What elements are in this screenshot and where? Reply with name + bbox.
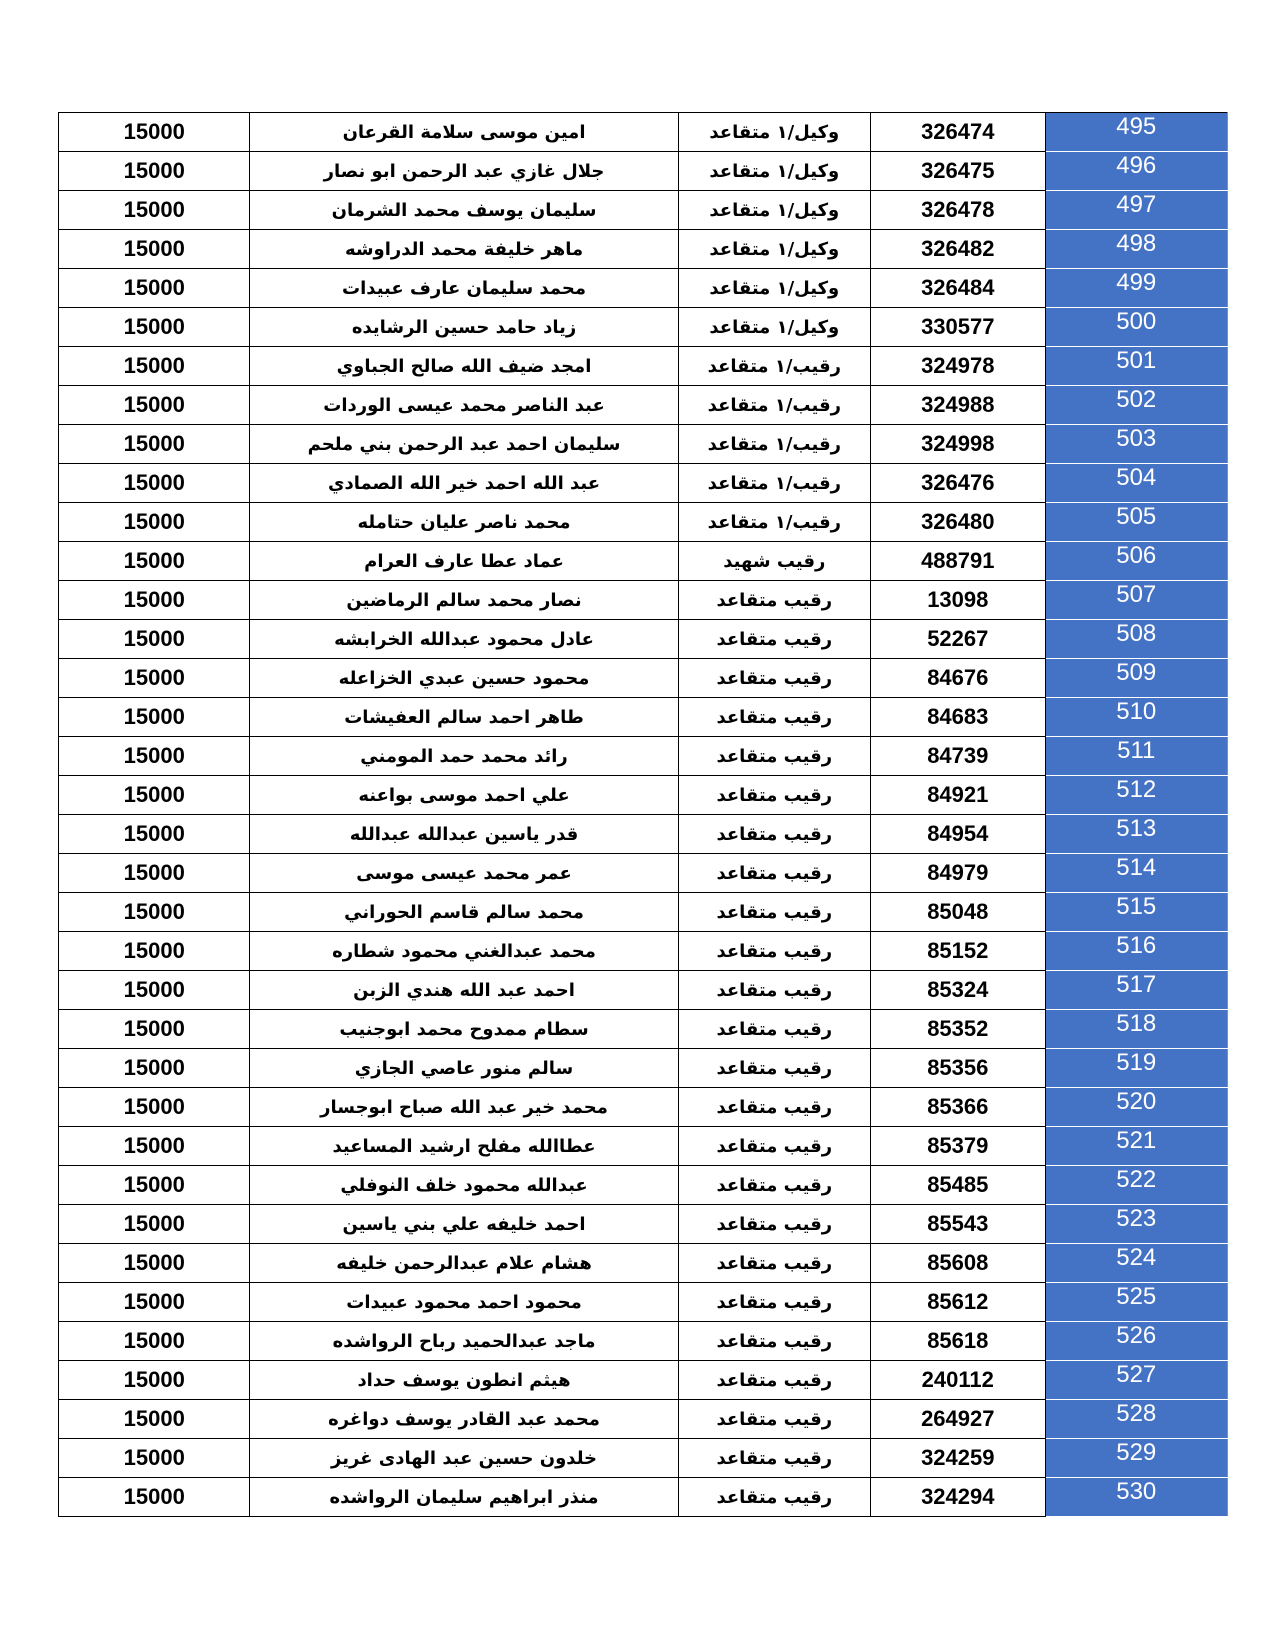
rank-cell: رقيب متقاعد: [678, 698, 870, 737]
rank-cell: رقيب متقاعد: [678, 854, 870, 893]
rank-cell: رقيب/١ متقاعد: [678, 464, 870, 503]
rank-cell: رقيب متقاعد: [678, 776, 870, 815]
amount-cell: 15000: [59, 854, 250, 893]
amount-cell: 15000: [59, 893, 250, 932]
amount-cell: 15000: [59, 269, 250, 308]
name-cell: محمد سليمان عارف عبيدات: [250, 269, 678, 308]
rank-cell: رقيب متقاعد: [678, 1010, 870, 1049]
table-row: [59, 464, 1228, 503]
id-number-cell: 264927: [871, 1400, 1045, 1439]
amount-cell: 15000: [59, 815, 250, 854]
id-number-cell: 85618: [871, 1322, 1045, 1361]
table-row: [59, 737, 1228, 776]
table-row: [59, 1010, 1228, 1049]
rank-cell: وكيل/١ متقاعد: [678, 230, 870, 269]
rank-cell: رقيب متقاعد: [678, 581, 870, 620]
table-row: [59, 659, 1228, 698]
name-cell: عادل محمود عبدالله الخرابشه: [250, 620, 678, 659]
id-number-cell: 326480: [871, 503, 1045, 542]
amount-cell: 15000: [59, 152, 250, 191]
rank-cell: رقيب متقاعد: [678, 893, 870, 932]
table-row: [59, 152, 1228, 191]
name-cell: نصار محمد سالم الرماضين: [250, 581, 678, 620]
id-number-cell: 326476: [871, 464, 1045, 503]
table-row: [59, 1205, 1228, 1244]
sequence-number-cell: 516: [1045, 932, 1228, 971]
sequence-number-cell: 500: [1045, 308, 1228, 347]
table-row: [59, 620, 1228, 659]
sequence-number-cell: 503: [1045, 425, 1228, 464]
sequence-number-cell: 509: [1045, 659, 1228, 698]
table-row: [59, 269, 1228, 308]
name-cell: احمد عبد الله هندي الزبن: [250, 971, 678, 1010]
table-row: [59, 776, 1228, 815]
sequence-number-cell: 502: [1045, 386, 1228, 425]
id-number-cell: 326478: [871, 191, 1045, 230]
name-cell: ماجد عبدالحميد رباح الرواشده: [250, 1322, 678, 1361]
id-number-cell: 324294: [871, 1478, 1045, 1517]
name-cell: عمر محمد عيسى موسى: [250, 854, 678, 893]
table-row: [59, 503, 1228, 542]
sequence-number-cell: 504: [1045, 464, 1228, 503]
table-row: [59, 425, 1228, 464]
id-number-cell: 85356: [871, 1049, 1045, 1088]
id-number-cell: 324998: [871, 425, 1045, 464]
name-cell: عبد الناصر محمد عيسى الوردات: [250, 386, 678, 425]
amount-cell: 15000: [59, 698, 250, 737]
rank-cell: رقيب متقاعد: [678, 1088, 870, 1127]
amount-cell: 15000: [59, 1244, 250, 1283]
rank-cell: رقيب متقاعد: [678, 1166, 870, 1205]
sequence-number-cell: 519: [1045, 1049, 1228, 1088]
rank-cell: رقيب متقاعد: [678, 932, 870, 971]
name-cell: محمود احمد محمود عبيدات: [250, 1283, 678, 1322]
name-cell: امجد ضيف الله صالح الجباوي: [250, 347, 678, 386]
id-number-cell: 326475: [871, 152, 1045, 191]
id-number-cell: 85352: [871, 1010, 1045, 1049]
sequence-number-cell: 499: [1045, 269, 1228, 308]
amount-cell: 15000: [59, 776, 250, 815]
table-row: [59, 581, 1228, 620]
name-cell: احمد خليفه علي بني ياسين: [250, 1205, 678, 1244]
name-cell: عطاالله مفلح ارشيد المساعيد: [250, 1127, 678, 1166]
table-row: [59, 1088, 1228, 1127]
table-row: [59, 386, 1228, 425]
sequence-number-cell: 506: [1045, 542, 1228, 581]
amount-cell: 15000: [59, 425, 250, 464]
amount-cell: 15000: [59, 191, 250, 230]
table-row: [59, 1049, 1228, 1088]
name-cell: هيثم انطون يوسف حداد: [250, 1361, 678, 1400]
name-cell: قدر ياسين عبدالله عبدالله: [250, 815, 678, 854]
sequence-number-cell: 528: [1045, 1400, 1228, 1439]
name-cell: خلدون حسين عبد الهادى غريز: [250, 1439, 678, 1478]
sequence-number-cell: 495: [1045, 113, 1228, 152]
amount-cell: 15000: [59, 1283, 250, 1322]
table-row: [59, 347, 1228, 386]
sequence-number-cell: 522: [1045, 1166, 1228, 1205]
id-number-cell: 85048: [871, 893, 1045, 932]
amount-cell: 15000: [59, 386, 250, 425]
records-table-body: [59, 113, 1228, 1517]
table-row: [59, 854, 1228, 893]
table-row: [59, 1283, 1228, 1322]
name-cell: منذر ابراهيم سليمان الرواشده: [250, 1478, 678, 1517]
amount-cell: 15000: [59, 230, 250, 269]
rank-cell: رقيب متقاعد: [678, 620, 870, 659]
rank-cell: رقيب متقاعد: [678, 1127, 870, 1166]
sequence-number-cell: 523: [1045, 1205, 1228, 1244]
amount-cell: 15000: [59, 1166, 250, 1205]
table-row: [59, 698, 1228, 737]
name-cell: سطام ممدوح محمد ابوجنيب: [250, 1010, 678, 1049]
name-cell: سليمان احمد عبد الرحمن بني ملحم: [250, 425, 678, 464]
amount-cell: 15000: [59, 503, 250, 542]
sequence-number-cell: 508: [1045, 620, 1228, 659]
rank-cell: رقيب متقاعد: [678, 1361, 870, 1400]
amount-cell: 15000: [59, 542, 250, 581]
id-number-cell: 324259: [871, 1439, 1045, 1478]
id-number-cell: 85612: [871, 1283, 1045, 1322]
rank-cell: رقيب/١ متقاعد: [678, 386, 870, 425]
table-row: [59, 1127, 1228, 1166]
table-row: [59, 932, 1228, 971]
name-cell: سالم منور عاصي الجازي: [250, 1049, 678, 1088]
amount-cell: 15000: [59, 737, 250, 776]
name-cell: علي احمد موسى بواعنه: [250, 776, 678, 815]
rank-cell: رقيب متقاعد: [678, 737, 870, 776]
amount-cell: 15000: [59, 113, 250, 152]
id-number-cell: 84739: [871, 737, 1045, 776]
rank-cell: رقيب متقاعد: [678, 659, 870, 698]
name-cell: محمد سالم قاسم الحوراني: [250, 893, 678, 932]
rank-cell: وكيل/١ متقاعد: [678, 113, 870, 152]
table-row: [59, 1322, 1228, 1361]
table-row: [59, 113, 1228, 152]
amount-cell: 15000: [59, 347, 250, 386]
amount-cell: 15000: [59, 1049, 250, 1088]
id-number-cell: 85324: [871, 971, 1045, 1010]
sequence-number-cell: 514: [1045, 854, 1228, 893]
name-cell: عماد عطا عارف العرام: [250, 542, 678, 581]
sequence-number-cell: 511: [1045, 737, 1228, 776]
table-row: [59, 1400, 1228, 1439]
name-cell: محمد عبدالغني محمود شطاره: [250, 932, 678, 971]
sequence-number-cell: 512: [1045, 776, 1228, 815]
id-number-cell: 85152: [871, 932, 1045, 971]
amount-cell: 15000: [59, 308, 250, 347]
table-row: [59, 815, 1228, 854]
name-cell: امين موسى سلامة القرعان: [250, 113, 678, 152]
rank-cell: رقيب متقاعد: [678, 1439, 870, 1478]
sequence-number-cell: 517: [1045, 971, 1228, 1010]
table-row: [59, 542, 1228, 581]
name-cell: عبد الله احمد خير الله الصمادي: [250, 464, 678, 503]
name-cell: رائد محمد حمد المومني: [250, 737, 678, 776]
id-number-cell: 85543: [871, 1205, 1045, 1244]
rank-cell: وكيل/١ متقاعد: [678, 191, 870, 230]
id-number-cell: 84979: [871, 854, 1045, 893]
rank-cell: وكيل/١ متقاعد: [678, 152, 870, 191]
amount-cell: 15000: [59, 581, 250, 620]
sequence-number-cell: 497: [1045, 191, 1228, 230]
table-row: [59, 893, 1228, 932]
sequence-number-cell: 520: [1045, 1088, 1228, 1127]
rank-cell: وكيل/١ متقاعد: [678, 269, 870, 308]
name-cell: محمود حسين عبدي الخزاعله: [250, 659, 678, 698]
sequence-number-cell: 507: [1045, 581, 1228, 620]
rank-cell: رقيب متقاعد: [678, 1244, 870, 1283]
table-row: [59, 1166, 1228, 1205]
name-cell: سليمان يوسف محمد الشرمان: [250, 191, 678, 230]
amount-cell: 15000: [59, 971, 250, 1010]
table-row: [59, 308, 1228, 347]
rank-cell: رقيب متقاعد: [678, 1049, 870, 1088]
amount-cell: 15000: [59, 1361, 250, 1400]
amount-cell: 15000: [59, 1088, 250, 1127]
sequence-number-cell: 496: [1045, 152, 1228, 191]
rank-cell: وكيل/١ متقاعد: [678, 308, 870, 347]
amount-cell: 15000: [59, 1322, 250, 1361]
amount-cell: 15000: [59, 620, 250, 659]
id-number-cell: 488791: [871, 542, 1045, 581]
table-row: [59, 230, 1228, 269]
rank-cell: رقيب/١ متقاعد: [678, 503, 870, 542]
sequence-number-cell: 521: [1045, 1127, 1228, 1166]
sequence-number-cell: 513: [1045, 815, 1228, 854]
id-number-cell: 52267: [871, 620, 1045, 659]
rank-cell: رقيب متقاعد: [678, 1205, 870, 1244]
amount-cell: 15000: [59, 1478, 250, 1517]
id-number-cell: 324978: [871, 347, 1045, 386]
rank-cell: رقيب/١ متقاعد: [678, 347, 870, 386]
id-number-cell: 84954: [871, 815, 1045, 854]
sequence-number-cell: 498: [1045, 230, 1228, 269]
table-row: [59, 1361, 1228, 1400]
rank-cell: رقيب/١ متقاعد: [678, 425, 870, 464]
id-number-cell: 326482: [871, 230, 1045, 269]
name-cell: زياد حامد حسين الرشايده: [250, 308, 678, 347]
amount-cell: 15000: [59, 1439, 250, 1478]
table-row: [59, 1244, 1228, 1283]
rank-cell: رقيب شهيد: [678, 542, 870, 581]
id-number-cell: 326474: [871, 113, 1045, 152]
id-number-cell: 85485: [871, 1166, 1045, 1205]
rank-cell: رقيب متقاعد: [678, 1283, 870, 1322]
name-cell: جلال غازي عبد الرحمن ابو نصار: [250, 152, 678, 191]
id-number-cell: 330577: [871, 308, 1045, 347]
name-cell: هشام علام عبدالرحمن خليفه: [250, 1244, 678, 1283]
sequence-number-cell: 529: [1045, 1439, 1228, 1478]
name-cell: عبدالله محمود خلف النوفلي: [250, 1166, 678, 1205]
sequence-number-cell: 515: [1045, 893, 1228, 932]
sequence-number-cell: 525: [1045, 1283, 1228, 1322]
sequence-number-cell: 524: [1045, 1244, 1228, 1283]
table-row: [59, 1439, 1228, 1478]
amount-cell: 15000: [59, 659, 250, 698]
records-table: [58, 112, 1228, 1517]
id-number-cell: 84683: [871, 698, 1045, 737]
rank-cell: رقيب متقاعد: [678, 971, 870, 1010]
id-number-cell: 13098: [871, 581, 1045, 620]
id-number-cell: 326484: [871, 269, 1045, 308]
table-row: [59, 1478, 1228, 1517]
amount-cell: 15000: [59, 1127, 250, 1166]
name-cell: طاهر احمد سالم العفيشات: [250, 698, 678, 737]
id-number-cell: 84676: [871, 659, 1045, 698]
amount-cell: 15000: [59, 1400, 250, 1439]
id-number-cell: 85608: [871, 1244, 1045, 1283]
rank-cell: رقيب متقاعد: [678, 815, 870, 854]
name-cell: ماهر خليفة محمد الدراوشه: [250, 230, 678, 269]
sequence-number-cell: 505: [1045, 503, 1228, 542]
rank-cell: رقيب متقاعد: [678, 1400, 870, 1439]
rank-cell: رقيب متقاعد: [678, 1478, 870, 1517]
table-row: [59, 191, 1228, 230]
name-cell: محمد عبد القادر يوسف دواغره: [250, 1400, 678, 1439]
amount-cell: 15000: [59, 1205, 250, 1244]
name-cell: محمد خير عبد الله صباح ابوجسار: [250, 1088, 678, 1127]
id-number-cell: 85366: [871, 1088, 1045, 1127]
sequence-number-cell: 526: [1045, 1322, 1228, 1361]
name-cell: محمد ناصر عليان حتامله: [250, 503, 678, 542]
sequence-number-cell: 527: [1045, 1361, 1228, 1400]
table-row: [59, 971, 1228, 1010]
sequence-number-cell: 518: [1045, 1010, 1228, 1049]
sequence-number-cell: 530: [1045, 1478, 1228, 1517]
id-number-cell: 240112: [871, 1361, 1045, 1400]
id-number-cell: 85379: [871, 1127, 1045, 1166]
amount-cell: 15000: [59, 1010, 250, 1049]
amount-cell: 15000: [59, 464, 250, 503]
id-number-cell: 84921: [871, 776, 1045, 815]
amount-cell: 15000: [59, 932, 250, 971]
id-number-cell: 324988: [871, 386, 1045, 425]
rank-cell: رقيب متقاعد: [678, 1322, 870, 1361]
sequence-number-cell: 510: [1045, 698, 1228, 737]
sequence-number-cell: 501: [1045, 347, 1228, 386]
